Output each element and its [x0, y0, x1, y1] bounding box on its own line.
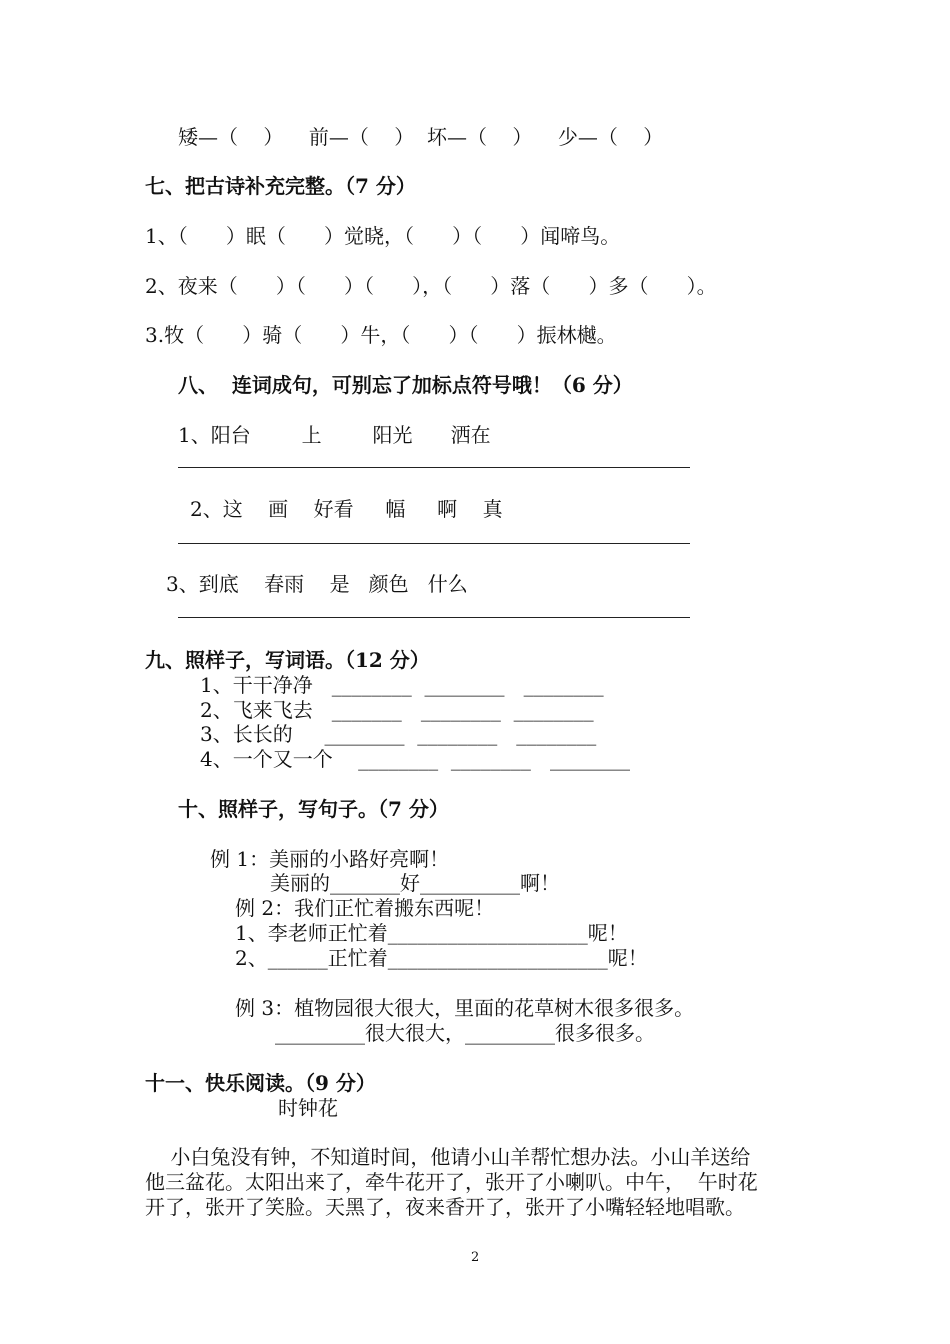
word-row-3: 3、长长的 ________ ________ ________ — [200, 722, 597, 746]
reading-paragraph-line-2: 他三盆花。太阳出来了，牵牛花开了，张开了小喇叭。中午， 午时花 — [145, 1170, 758, 1194]
poem-line-1: 1、（ ）眠（ ）觉晓，（ ）（ ）闻啼鸟。 — [145, 224, 621, 248]
sentence-words-2: 2、这 画 好看 幅 啊 真 — [190, 497, 503, 521]
section-8-heading: 八、 连词成句，可别忘了加标点符号哦！（6 分） — [178, 373, 633, 397]
antonym-line: 矮—（ ） 前—（ ） 坏—（ ） 少—（ ） — [178, 125, 664, 149]
page-number: 2 — [471, 1250, 480, 1265]
example-3-fill: _________很大很大，_________很多很多。 — [275, 1021, 655, 1045]
example-2-fill-2: 2、______正忙着______________________呢！ — [235, 946, 648, 970]
example-3: 例 3：植物园很大很大，里面的花草树木很多很多。 — [235, 996, 695, 1020]
example-2-fill-1: 1、李老师正忙着____________________呢！ — [235, 921, 628, 945]
poem-line-3: 3.牧（ ）骑（ ）牛，（ ）（ ）振林樾。 — [145, 323, 617, 347]
word-row-4: 4、一个又一个 ________ ________ ________ — [200, 747, 630, 771]
example-1: 例 1：美丽的小路好亮啊！ — [210, 847, 450, 871]
section-7-heading: 七、把古诗补充完整。（7 分） — [145, 174, 416, 198]
reading-paragraph-line-3: 开了，张开了笑脸。天黑了，夜来香开了，张开了小嘴轻轻地唱歌。 — [145, 1195, 745, 1219]
reading-title: 时钟花 — [278, 1096, 338, 1120]
sentence-words-3: 3、到底 春雨 是 颜色 什么 — [166, 572, 468, 596]
section-11-heading: 十一、快乐阅读。（9 分） — [145, 1071, 376, 1095]
example-2: 例 2：我们正忙着搬东西呢！ — [235, 896, 495, 920]
section-9-heading: 九、照样子，写词语。（12 分） — [145, 648, 430, 672]
answer-line-1[interactable] — [178, 467, 690, 468]
answer-line-2[interactable] — [178, 543, 690, 544]
reading-paragraph-line-1: 小白兔没有钟，不知道时间，他请小山羊帮忙想办法。小山羊送给 — [145, 1145, 751, 1169]
word-row-2: 2、飞来飞去 _______ ________ ________ — [200, 698, 594, 722]
example-1-fill: 美丽的_______好__________啊！ — [270, 871, 560, 895]
word-row-1: 1、干干净净 ________ ________ ________ — [200, 673, 604, 697]
poem-line-2: 2、夜来（ ）（ ）（ ），（ ）落（ ）多（ ）。 — [145, 274, 717, 298]
section-10-heading: 十、照样子，写句子。（7 分） — [178, 797, 449, 821]
sentence-words-1: 1、阳台 上 阳光 洒在 — [178, 423, 491, 447]
answer-line-3[interactable] — [178, 617, 690, 618]
